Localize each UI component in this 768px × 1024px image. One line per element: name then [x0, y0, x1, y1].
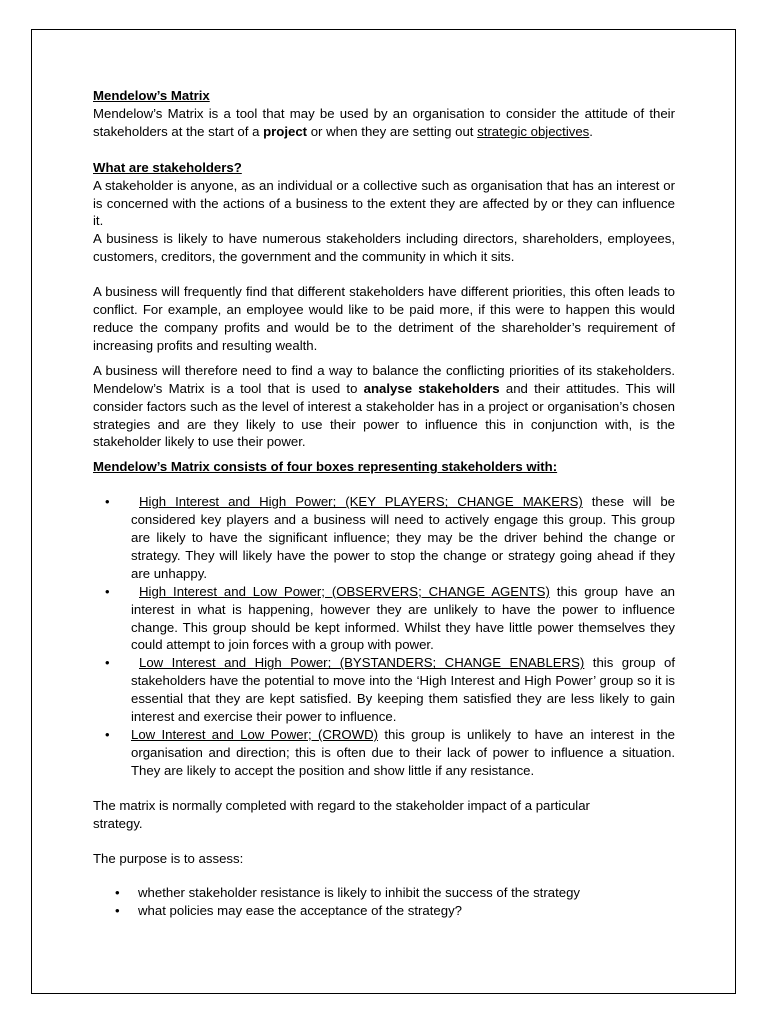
- box-text: this group of stakeholders have the potential to move into the ‘High Interest and High Power’ group so it is essential that they are kept satisfied. By keeping them satisfied they are less likely to gain interest and exercise their power to influence.: [131, 655, 676, 725]
- list-item-observers: [93, 583, 675, 655]
- box-label: Low Interest and Low Power; (CROWD): [131, 727, 379, 742]
- box-label: High Interest and Low Power; (OBSERVERS; CHANGE AGENTS): [139, 583, 550, 599]
- intro-text-1: Mendelow’s Matrix is a tool that may be used by an organisation to consider the attitude of their stakeholders at the start of a: [93, 105, 675, 139]
- bullet-icon: •: [105, 655, 110, 671]
- list-item: [93, 902, 675, 920]
- bullet-icon: •: [105, 727, 110, 742]
- title-heading: Mendelow’s Matrix: [93, 88, 210, 103]
- matrix-text-line-1: The matrix is normally completed with regard to the stakeholder impact of a particular: [93, 797, 590, 813]
- list-item-bystanders: [93, 654, 675, 726]
- numerous-paragraph: A business is likely to have numerous stakeholders including directors, shareholders, employees, customers, creditors, the government and the community in which it sits.: [93, 231, 675, 265]
- definition-paragraph: A stakeholder is anyone, as an individual or a collective such as organisation that has an interest or is concerned with the actions of a business to the extent they are affected by or they can influence it.: [93, 177, 675, 229]
- bullet-icon: •: [115, 903, 120, 919]
- purpose-item-text: what policies may ease the acceptance of the strategy?: [138, 903, 463, 919]
- box-label: Low Interest and High Power; (BYSTANDERS; CHANGE ENABLERS): [139, 655, 585, 671]
- bullet-icon: •: [115, 885, 120, 901]
- intro-text-2: or when they are setting out: [307, 123, 478, 139]
- box-text: these will be considered key players and a business will need to actively engage this group. This group are likely to have the significant influence; they may be the driver behind the change or strategy. They will likely have the power to stop the change or strategy going ahead if they are unhappy.: [131, 494, 675, 581]
- balance-text-1: A business will therefore need to find a way to balance the conflicting priorities of its stakeholders. Mendelow’s Matrix is a tool that is used to: [93, 362, 675, 396]
- intro-paragraph: [93, 105, 675, 141]
- intro-bold-project: project: [263, 123, 308, 139]
- document-content: [93, 87, 675, 920]
- stakeholders-heading: What are stakeholders?: [93, 159, 242, 175]
- boxes-heading: Mendelow’s Matrix consists of four boxes representing stakeholders with:: [93, 459, 558, 475]
- strategic-objectives-link[interactable]: strategic objectives: [477, 123, 590, 139]
- purpose-list: [93, 884, 675, 920]
- bullet-icon: •: [105, 494, 110, 510]
- box-text: this group is unlikely to have an interest in the organisation and direction; this is often due to their lack of power to influence a situation. They are likely to accept the position and show little if any resistance.: [131, 727, 675, 778]
- box-text: this group have an interest in what is happening, however they are unlikely to have the power to influence change. This group should be kept informed. Whilst they have little power themselves they could attempt to join forces with a group with power.: [131, 583, 676, 653]
- box-label: High Interest and High Power; (KEY PLAYERS; CHANGE MAKERS): [139, 494, 583, 510]
- matrix-paragraph: [93, 797, 675, 833]
- list-item-key-players: [93, 493, 675, 583]
- matrix-boxes-list: [93, 493, 675, 780]
- purpose-item-text: whether stakeholder resistance is likely to inhibit the success of the strategy: [138, 885, 581, 901]
- balance-text-2: and their attitudes. This will consider factors such as the level of interest a stakeholder has in a project or organisation’s chosen strategies and are they likely to use their power to influence this in conjunction with, is the stakeholder likely to use their power.: [93, 380, 675, 450]
- purpose-intro: The purpose is to assess:: [93, 850, 244, 866]
- bullet-icon: •: [105, 583, 110, 599]
- balance-paragraph: [93, 362, 675, 452]
- intro-text-3: .: [589, 123, 593, 139]
- list-item-crowd: [93, 726, 675, 780]
- matrix-text-line-2: strategy.: [93, 815, 143, 831]
- conflict-paragraph: A business will frequently find that different stakeholders have different priorities, this often leads to conflict. For example, an employee would like to be paid more, if this were to happen this would reduce the company profits and would be to the detriment of the shareholder’s requirement of increasing profits and resulting wealth.: [93, 284, 675, 353]
- list-item: [93, 884, 675, 902]
- balance-bold-analyse: analyse stakeholders: [363, 380, 500, 396]
